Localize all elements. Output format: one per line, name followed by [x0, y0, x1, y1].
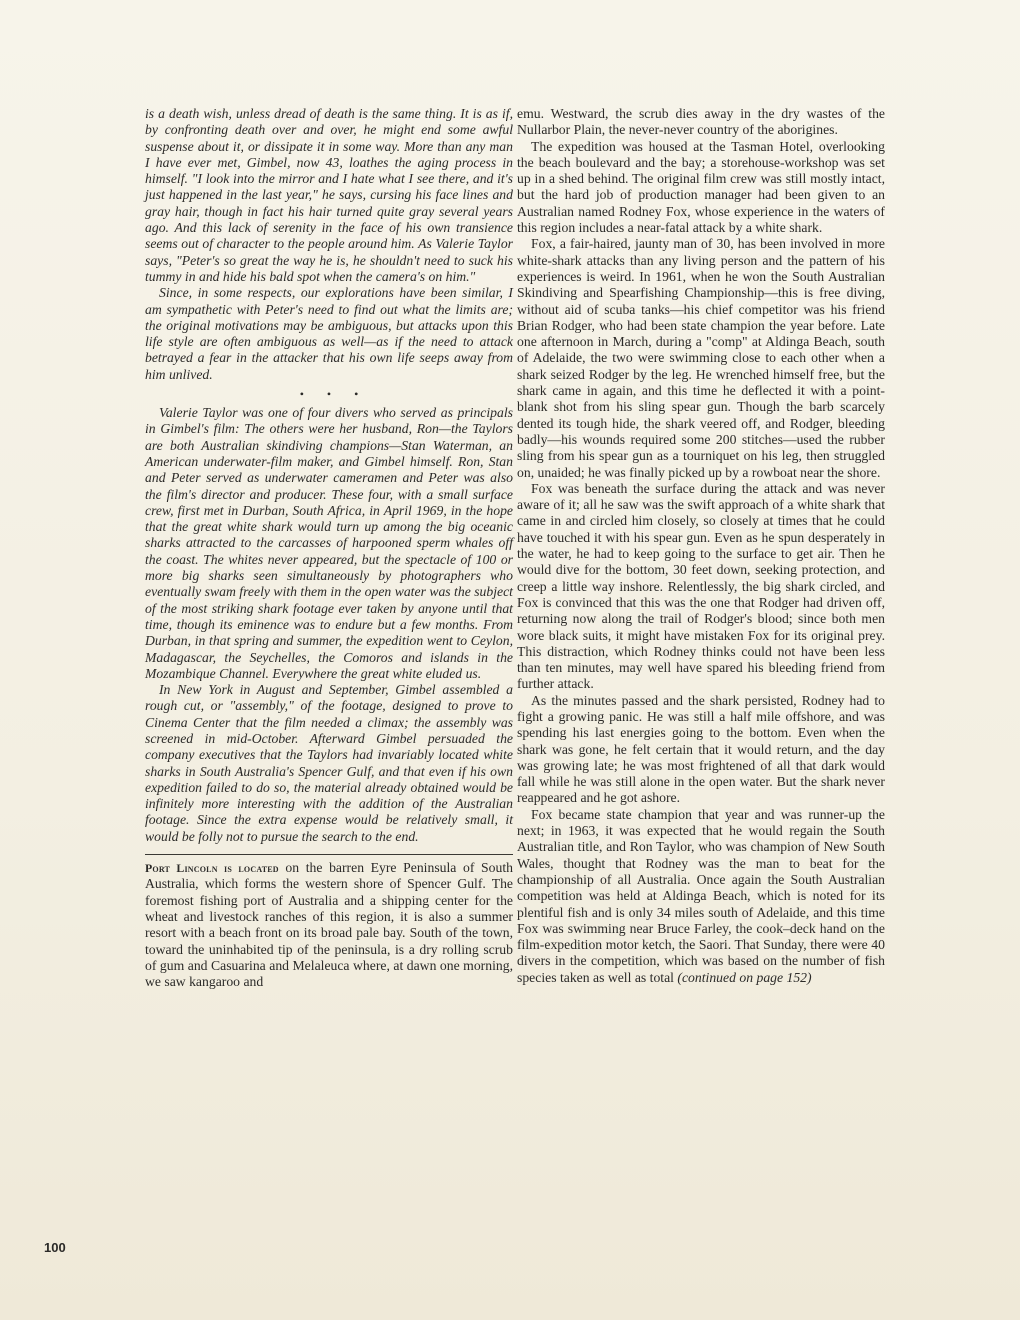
section-break: • • •: [299, 387, 369, 402]
paragraph-since: Since, in some respects, our explorations have been similar, I am sympathetic with Peter's need to find out what the limits are; the original motivations may be ambiguous, but attacks upon this life style are often ambiguous as well—as if the need to attack betrayed a fear in the attacker that his own life seeps away from him unlived.: [145, 285, 513, 382]
paragraph-champion: [517, 807, 885, 986]
intro-paragraph: is a death wish, unless dread of death is the same thing. It is as if, by confronting death over and over, he might end some awful suspense about it, or dissipate it in some way. More than any man I have ever met, Gimbel, now 43, loathes the aging process in himself. "I look into the mirror and I hate what I see there, and it's just happened in the last year," he says, cursing his face lines and gray hair, though in fact his hair turned quite gray several years ago. And this lack of serenity in the face of his own transience seems out of character to the people around him. As Valerie Taylor says, "Peter's so great the way he is, he shouldn't need to suck his tummy in and hide his bald spot when the camera's on him.": [145, 106, 513, 284]
right-column: [517, 106, 885, 986]
paragraph-valerie: Valerie Taylor was one of four divers who served as principals in Gimbel's film: The others were her husband, Ron—the Taylors are both Australian skindiving champions—Stan Waterman, an American underwater-film maker, and Gimbel himself. Ron, Stan and Peter served as underwater cameramen and Peter was also the film's director and producer. These four, with a small surface crew, first met in Durban, South Africa, in April 1969, in the hope that the great white shark would turn up among the big oceanic sharks attracted to the carcasses of harpooned sperm whales off the coast. The whites never appeared, but the spectacle of 100 or more big sharks seen simultaneously by photographers who eventually swam freely with them in the open water was the subject of the most striking shark footage ever taken by anyone until that time, though its eminence was to endure but a few months. From Durban, in that spring and summer, the expedition went to Ceylon, Madagascar, the Seychelles, the Comoros and islands in the Mozambique Channel. Everywhere the great white eluded us.: [145, 405, 513, 681]
paragraph-expedition: The expedition was housed at the Tasman Hotel, overlooking the beach boulevard and the bay; a storehouse-workshop was set up in a shed behind. The original film crew was still mostly intact, but the hard job of production manager had been given to an Australian named Rodney Fox, whose experience in the waters of this region includes a near-fatal attack by a white shark.: [517, 138, 885, 236]
paragraph-fox-beneath: Fox was beneath the surface during the attack and was never aware of it; all he saw was the swift approach of a white shark that came in and circled him closely, so closely at times that he could have touched it with his spear gun. Even as he spun desperately in the water, he had to keep going to the surface to get air. Then he would dive for the bottom, 30 feet down, seeking protection, and creep a little way inshore. Relentlessly, the big shark circled, and Fox is convinced that this was the one that Rodger had driven off, returning now along the trail of Rodger's blood; since both men wore black suits, it might have mistaken Fox for its original prey. This distraction, which Rodney thinks could not have been less than ten minutes, may well have spared his bleeding friend from further attack.: [517, 480, 885, 692]
page-number: 100: [44, 1240, 66, 1255]
paragraph-port-lincoln-text: on the barren Eyre Peninsula of South Australia, which forms the western shore of Spencer Gulf. The foremost fishing port of Australia and a shipping center for the wheat and livestock ranches of this region, it is also a summer resort with a beach front on its broad pale bay. South of the town, toward the uninhabited tip of the peninsula, is a dry rolling scrub of gum and Casuarina and Melaleuca where, at dawn one morning, we saw kangaroo and: [145, 860, 513, 990]
paragraph-minutes: As the minutes passed and the shark persisted, Rodney had to fight a growing panic. He was still a half mile offshore, and was spending his last energies going to the bottom. Even when the shark was gone, he felt certain that it would return, and the day was growing late; he was most frightened of all that dark would fall while he was still alone in the open water. But the shark never reappeared and he got ashore.: [517, 692, 885, 806]
left-column: [145, 106, 513, 990]
paragraph-port-lincoln: [145, 860, 513, 990]
paragraph-emu: emu. Westward, the scrub dies away in the dry wastes of the Nullarbor Plain, the never-never country of the aborigines.: [517, 106, 885, 138]
section-lead-in: Port Lincoln is located: [145, 861, 279, 876]
paragraph-champion-text: Fox became state champion that year and was runner-up the next; in 1963, it was expected that he would regain the South Australian title, and Ron Taylor, who was champion of New South Wales, thought that Rodney was the man to beat for the championship of all Australia. Once again the South Australian competition was held at Aldinga Beach, which is noted for its plentiful fish and is only 34 miles south of Adelaide, and this time Fox was swimming near Bruce Farley, the cook–deck hand on the film-expedition motor ketch, the Saori. That Sunday, there were 40 divers in the competition, which was based on the number of fish species taken as well as total: [517, 806, 885, 985]
paragraph-new-york: In New York in August and September, Gimbel assembled a rough cut, or "assembly," of the footage, designed to prove to Cinema Center that the film needed a climax; the assembly was screened in mid-October. Afterward Gimbel persuaded the company executives that the Taylors had invariably located white sharks in South Australia's Spencer Gulf, and that even if his own expedition failed to do so, the material already obtained would be infinitely more interesting with the addition of the Australian footage. Since the extra expense would be relatively small, it would be folly not to pursue the search to the end.: [145, 682, 513, 844]
paragraph-fox-hair: Fox, a fair-haired, jaunty man of 30, has been involved in more white-shark attacks than any living person and the pattern of his experiences is weird. In 1961, when he won the South Australian Skindiving and Spearfishing Championship—this is free diving, without aid of scuba tanks—his chief competitor was his friend Brian Rodger, who had been state champion the year before. Late one afternoon in March, during a "comp" at Aldinga Beach, south of Adelaide, the two were swimming close to each other when a shark seized Rodger by the leg. He wrenched himself free, but the shark came in again, and this time he deflected it with a point-blank shot from his sling spear gun. Though the barb scarcely dented its tough hide, the shark veered off, and Rodger, bleeding badly—his wounds required some 200 stitches—used the rubber sling from his spear gun as a tourniquet on his leg, then struggled on, unaided; he was finally picked up by a rowboat near the shore.: [517, 236, 885, 480]
section-rule: [145, 854, 513, 855]
continued-note: (continued on page 152): [677, 969, 812, 985]
